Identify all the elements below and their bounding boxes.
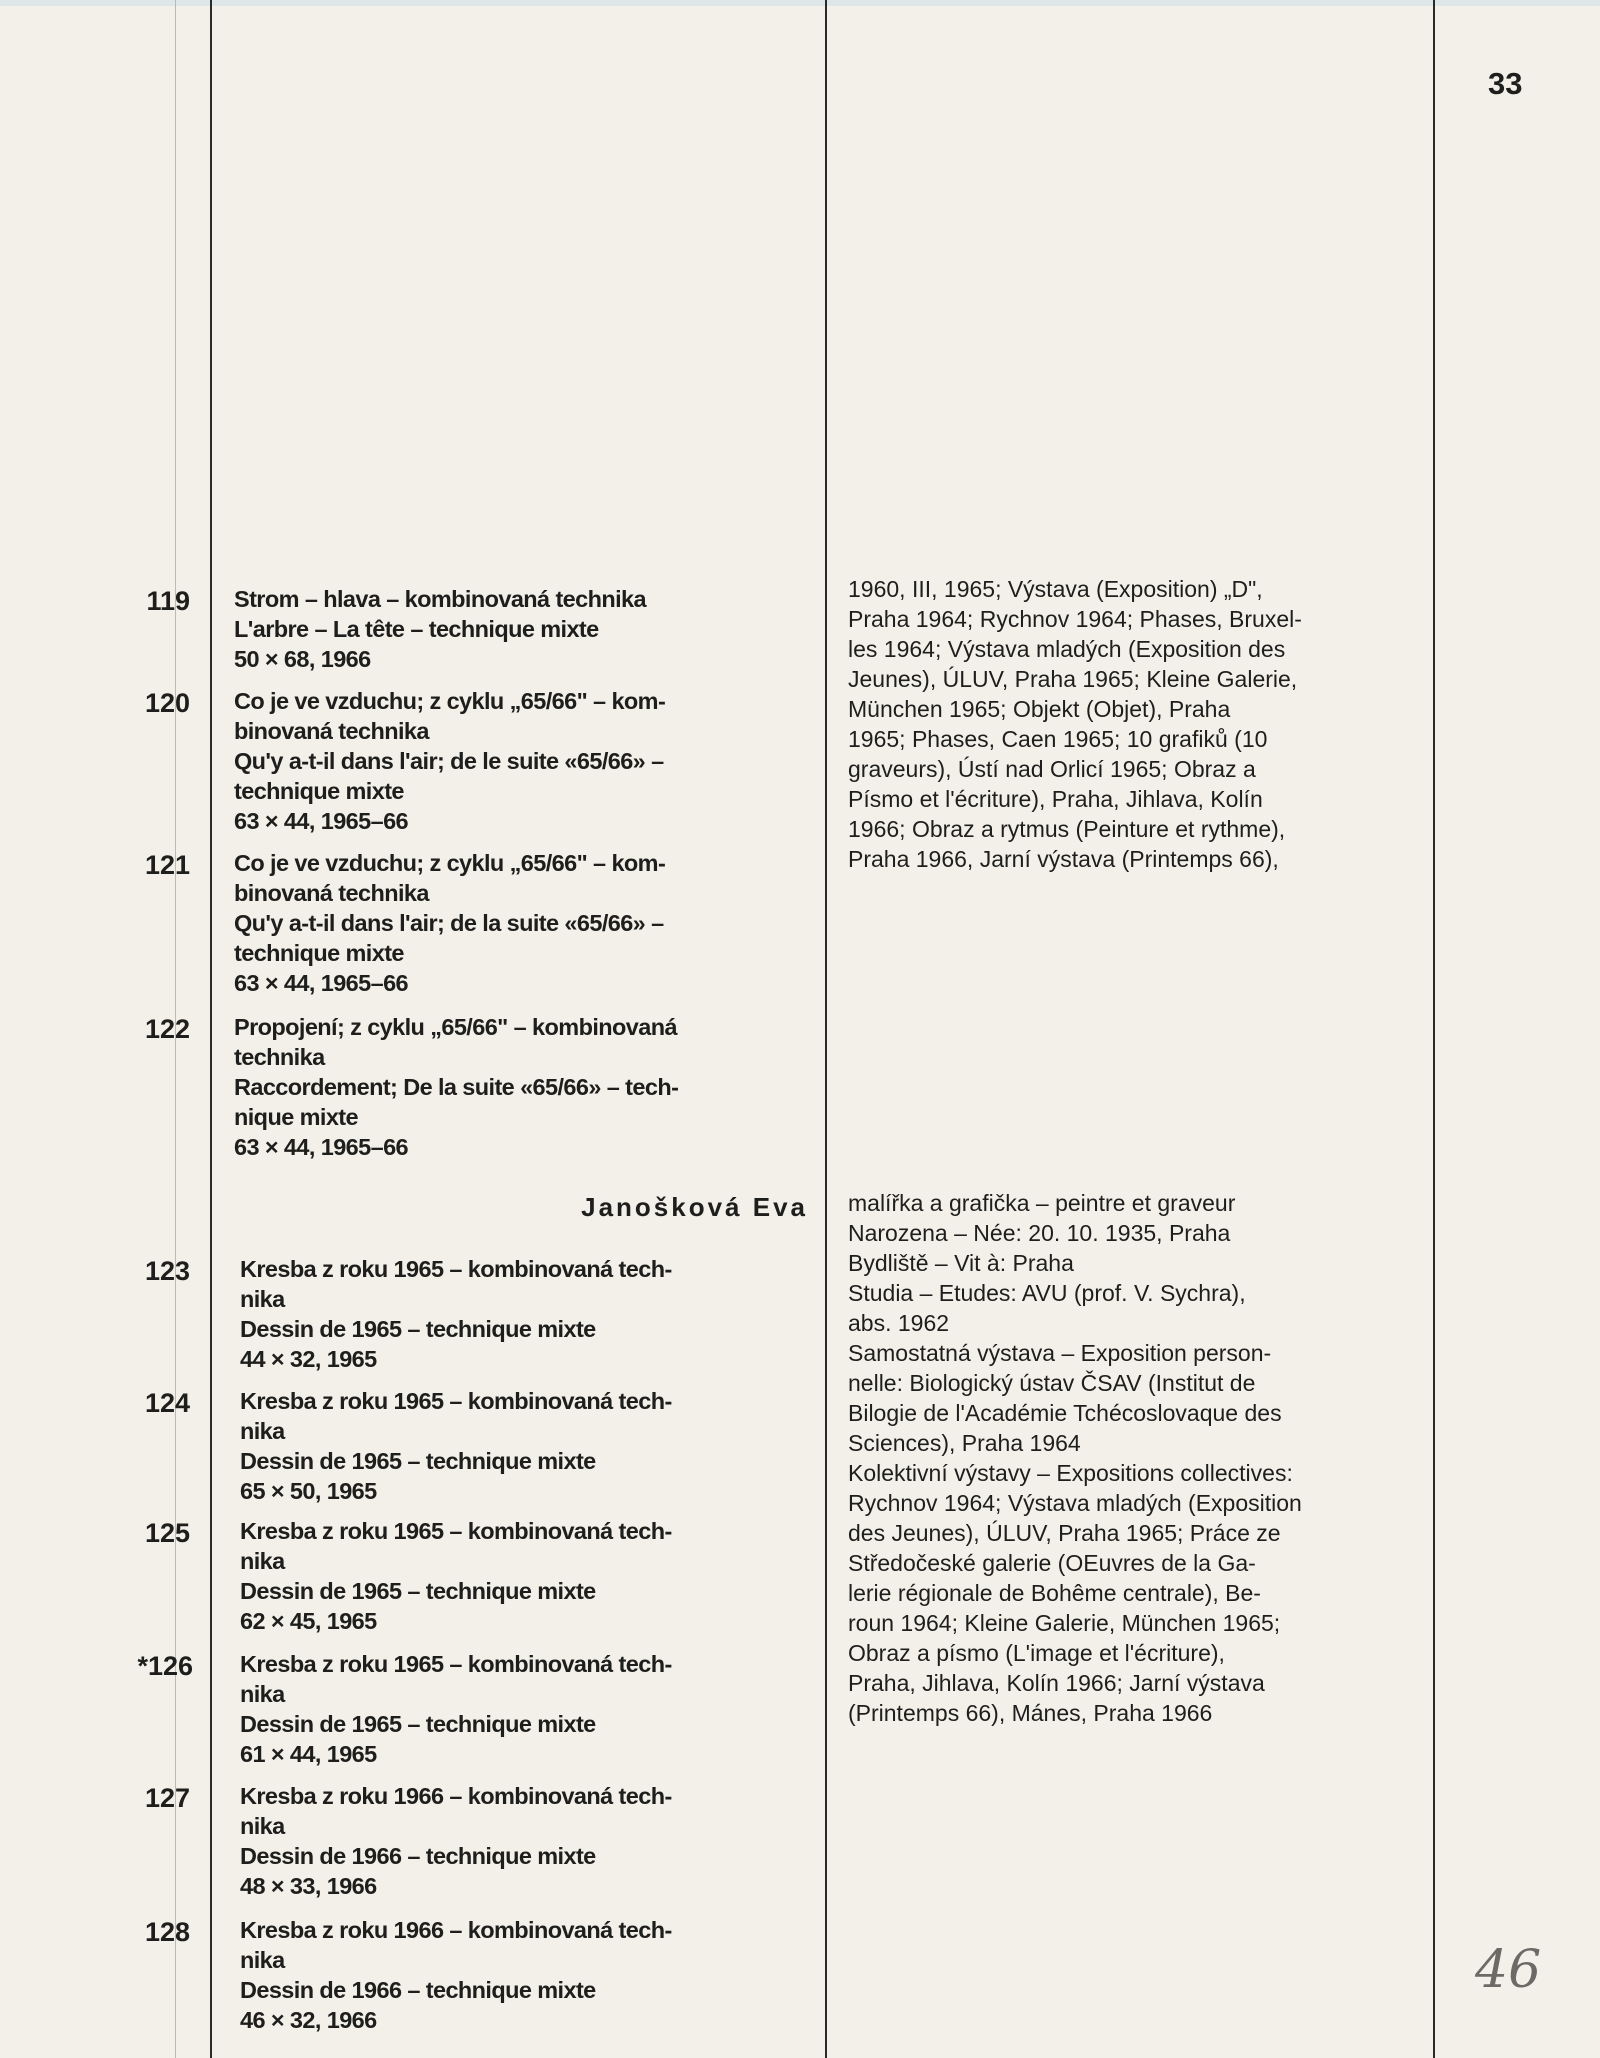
exhibitions-continued bbox=[848, 574, 1424, 874]
text-line: des Jeunes), ÚLUV, Praha 1965; Práce ze bbox=[848, 1520, 1281, 1546]
entry-line: 62 × 45, 1965 bbox=[240, 1608, 377, 1634]
entry-line: 63 × 44, 1965–66 bbox=[234, 1134, 409, 1160]
text-line: Samostatná výstava – Exposition person- bbox=[848, 1340, 1272, 1366]
entry-number: 127 bbox=[144, 1783, 190, 1813]
text-line: nelle: Biologický ústav ČSAV (Institut de bbox=[848, 1370, 1256, 1396]
entry-line: Strom – hlava – kombinovaná technika bbox=[234, 586, 646, 612]
text-line: roun 1964; Kleine Galerie, München 1965; bbox=[848, 1610, 1281, 1636]
entry-number: 123 bbox=[144, 1256, 190, 1286]
entry-line: binovaná technika bbox=[234, 880, 429, 906]
entry-line: technique mixte bbox=[234, 940, 404, 966]
text-line: Písmo et l'écriture), Praha, Jihlava, Kolín bbox=[848, 786, 1263, 812]
entry-line: 46 × 32, 1966 bbox=[240, 2007, 377, 2033]
entry-line: nika bbox=[240, 1813, 285, 1839]
entry-number: 125 bbox=[144, 1518, 190, 1548]
entry-line: L'arbre – La tête – technique mixte bbox=[234, 616, 599, 642]
entry-line: technika bbox=[234, 1044, 325, 1070]
entry-line: nika bbox=[240, 1681, 285, 1707]
entry-line: nique mixte bbox=[234, 1104, 358, 1130]
entry-line: Co je ve vzduchu; z cyklu „65/66" – kom- bbox=[234, 688, 666, 714]
entry-number: 120 bbox=[144, 688, 190, 718]
entry-number: 119 bbox=[146, 586, 190, 616]
entry-number: 122 bbox=[144, 1014, 190, 1044]
text-line: Praha 1964; Rychnov 1964; Phases, Bruxel- bbox=[848, 606, 1302, 632]
entry-line: Qu'y a-t-il dans l'air; de la suite «65/66» – bbox=[234, 910, 664, 936]
entry-line: 63 × 44, 1965–66 bbox=[234, 808, 409, 834]
entry-line: 63 × 44, 1965–66 bbox=[234, 970, 409, 996]
entry-number: *126 bbox=[137, 1651, 193, 1681]
entry-line: Dessin de 1966 – technique mixte bbox=[240, 1977, 596, 2003]
text-line: Studia – Etudes: AVU (prof. V. Sychra), bbox=[848, 1280, 1246, 1306]
entry-line: Dessin de 1965 – technique mixte bbox=[240, 1316, 596, 1342]
column-rule-right bbox=[1433, 0, 1435, 2058]
text-line: 1960, III, 1965; Výstava (Exposition) „D", bbox=[848, 576, 1263, 602]
text-line: Narozena – Née: 20. 10. 1935, Praha bbox=[848, 1220, 1231, 1246]
entry-line: 61 × 44, 1965 bbox=[240, 1741, 377, 1767]
text-line: malířka a grafička – peintre et graveur bbox=[848, 1190, 1236, 1216]
entry-line: technique mixte bbox=[234, 778, 404, 804]
text-line: Obraz a písmo (L'image et l'écriture), bbox=[848, 1640, 1225, 1666]
text-line: Bydliště – Vit à: Praha bbox=[848, 1250, 1074, 1276]
entry-line: Dessin de 1965 – technique mixte bbox=[240, 1448, 596, 1474]
entry-line: Dessin de 1966 – technique mixte bbox=[240, 1843, 596, 1869]
page-number: 33 bbox=[1488, 66, 1523, 101]
entry-line: Kresba z roku 1965 – kombinovaná tech- bbox=[240, 1651, 672, 1677]
text-line: Středočeské galerie (OEuvres de la Ga- bbox=[848, 1550, 1256, 1576]
entry-line: Dessin de 1965 – technique mixte bbox=[240, 1711, 596, 1737]
column-rule-left bbox=[210, 0, 212, 2058]
entry-line: Dessin de 1965 – technique mixte bbox=[240, 1578, 596, 1604]
entry-line: Qu'y a-t-il dans l'air; de le suite «65/66» – bbox=[234, 748, 664, 774]
entry-line: nika bbox=[240, 1947, 285, 1973]
artist-biography bbox=[848, 1188, 1424, 1728]
text-line: Bilogie de l'Académie Tchécoslovaque des bbox=[848, 1400, 1282, 1426]
text-line: Jeunes), ÚLUV, Praha 1965; Kleine Galerie, bbox=[848, 666, 1298, 692]
entry-line: 65 × 50, 1965 bbox=[240, 1478, 377, 1504]
column-rule-middle bbox=[825, 0, 827, 2058]
entry-line: Kresba z roku 1966 – kombinovaná tech- bbox=[240, 1783, 672, 1809]
text-line: abs. 1962 bbox=[848, 1310, 950, 1336]
text-line: Rychnov 1964; Výstava mladých (Exposition bbox=[848, 1490, 1302, 1516]
entry-line: Kresba z roku 1966 – kombinovaná tech- bbox=[240, 1917, 672, 1943]
text-line: (Printemps 66), Mánes, Praha 1966 bbox=[848, 1700, 1213, 1726]
scan-edge bbox=[0, 0, 1600, 6]
text-line: lerie régionale de Bohême centrale), Be- bbox=[848, 1580, 1261, 1606]
entry-line: 48 × 33, 1966 bbox=[240, 1873, 377, 1899]
entry-line: Co je ve vzduchu; z cyklu „65/66" – kom- bbox=[234, 850, 666, 876]
text-line: Sciences), Praha 1964 bbox=[848, 1430, 1081, 1456]
entry-number: 124 bbox=[144, 1388, 190, 1418]
entry-line: 50 × 68, 1966 bbox=[234, 646, 371, 672]
text-line: graveurs), Ústí nad Orlicí 1965; Obraz a bbox=[848, 756, 1256, 782]
entry-line: nika bbox=[240, 1418, 285, 1444]
entry-line: Kresba z roku 1965 – kombinovaná tech- bbox=[240, 1518, 672, 1544]
text-line: Kolektivní výstavy – Expositions collectives: bbox=[848, 1460, 1293, 1486]
entry-line: binovaná technika bbox=[234, 718, 429, 744]
entry-line: Kresba z roku 1965 – kombinovaná tech- bbox=[240, 1256, 672, 1282]
text-line: 1966; Obraz a rytmus (Peinture et rythme), bbox=[848, 816, 1286, 842]
text-line: Praha, Jihlava, Kolín 1966; Jarní výstava bbox=[848, 1670, 1265, 1696]
entry-line: Raccordement; De la suite «65/66» – tech- bbox=[234, 1074, 679, 1100]
artist-heading: Janošková Eva bbox=[581, 1192, 808, 1222]
entry-line: 44 × 32, 1965 bbox=[240, 1346, 377, 1372]
entry-number: 121 bbox=[144, 850, 190, 880]
text-line: Praha 1966, Jarní výstava (Printemps 66), bbox=[848, 846, 1279, 872]
text-line: les 1964; Výstava mladých (Exposition des bbox=[848, 636, 1286, 662]
text-line: München 1965; Objekt (Objet), Praha bbox=[848, 696, 1231, 722]
entry-line: nika bbox=[240, 1548, 285, 1574]
text-line: 1965; Phases, Caen 1965; 10 grafiků (10 bbox=[848, 726, 1268, 752]
entry-number: 128 bbox=[144, 1917, 190, 1947]
entry-line: Propojení; z cyklu „65/66" – kombinovaná bbox=[234, 1014, 677, 1040]
entry-line: Kresba z roku 1965 – kombinovaná tech- bbox=[240, 1388, 672, 1414]
handwritten-note: 46 bbox=[1475, 1940, 1542, 2000]
entry-line: nika bbox=[240, 1286, 285, 1312]
